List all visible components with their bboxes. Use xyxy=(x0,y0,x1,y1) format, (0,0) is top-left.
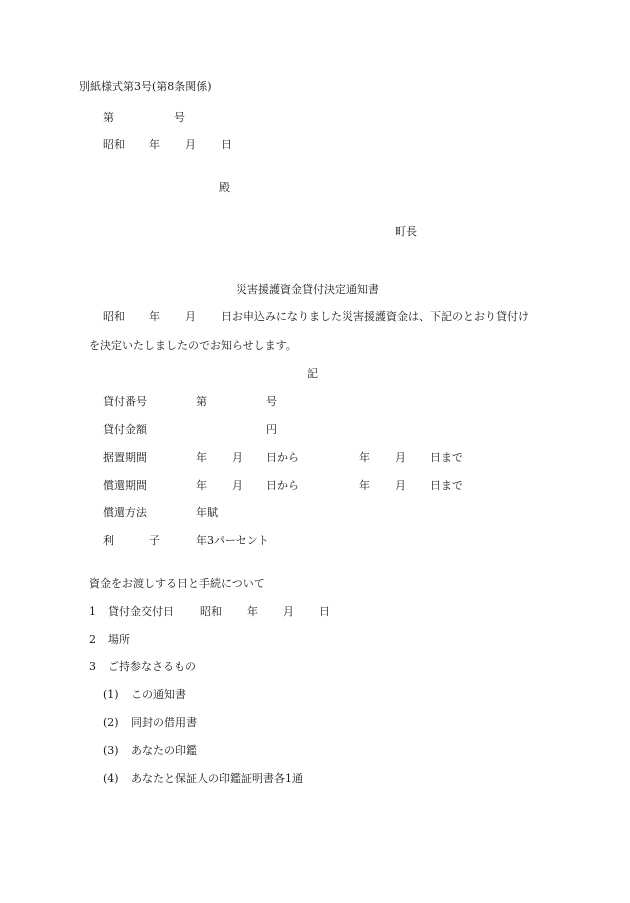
repayment-period-day-from: 日から xyxy=(266,479,299,492)
date-year: 年 xyxy=(149,138,160,151)
procedure-item3-label: ご持参なさるもの xyxy=(108,660,196,673)
doc-number-go: 号 xyxy=(174,111,185,124)
procedure-item2-num: 2 xyxy=(89,633,96,646)
interest-value: 年3パーセント xyxy=(196,534,269,547)
loan-amount-yen: 円 xyxy=(266,423,277,436)
repayment-period-day-until: 日まで xyxy=(430,479,463,492)
date-day: 日 xyxy=(221,138,232,151)
subitem-4-text: あなたと保証人の印鑑証明書各1通 xyxy=(131,772,303,785)
document-title: 災害援護資金貸付決定通知書 xyxy=(236,283,379,296)
loan-amount-label: 貸付金額 xyxy=(103,423,147,436)
loan-number-label: 貸付番号 xyxy=(103,395,147,408)
repayment-method-value: 年賦 xyxy=(196,506,218,519)
repayment-method-label: 償還方法 xyxy=(103,506,147,519)
body-era: 昭和 xyxy=(103,310,125,323)
procedure-item1-month: 月 xyxy=(283,605,294,618)
loan-number-go: 号 xyxy=(266,395,277,408)
deferment-year1: 年 xyxy=(196,451,207,464)
body-line1-rest: 日お申込みになりました災害援護資金は、下記のとおり貸付け xyxy=(221,310,529,323)
procedure-item3-num: 3 xyxy=(89,660,96,673)
interest-label-ri: 利 xyxy=(103,534,114,547)
deferment-year2: 年 xyxy=(359,451,370,464)
repayment-period-year2: 年 xyxy=(359,479,370,492)
deferment-day-until: 日まで xyxy=(430,451,463,464)
body-year: 年 xyxy=(149,310,160,323)
subitem-2-text: 同封の借用書 xyxy=(131,716,197,729)
deferment-month2: 月 xyxy=(395,451,406,464)
repayment-period-month1: 月 xyxy=(232,479,243,492)
procedure-item2-label: 場所 xyxy=(108,633,130,646)
date-month: 月 xyxy=(185,138,196,151)
subitem-4-num: (4) xyxy=(103,772,119,785)
date-era: 昭和 xyxy=(103,138,125,151)
loan-number-dai: 第 xyxy=(196,395,207,408)
body-month: 月 xyxy=(185,310,196,323)
subitem-1-num: (1) xyxy=(103,688,119,701)
deferment-label: 据置期間 xyxy=(103,451,147,464)
addressee-suffix: 殿 xyxy=(219,181,230,194)
deferment-month1: 月 xyxy=(232,451,243,464)
ki-heading: 記 xyxy=(307,367,318,380)
body-line2: を決定いたしましたのでお知らせします。 xyxy=(89,339,297,352)
procedure-item1-num: 1 xyxy=(89,605,96,618)
repayment-period-year1: 年 xyxy=(196,479,207,492)
subitem-1-text: この通知書 xyxy=(131,688,186,701)
subitem-3-text: あなたの印鑑 xyxy=(131,744,197,757)
procedure-item1-era: 昭和 xyxy=(200,605,222,618)
form-label: 別紙様式第3号(第8条関係) xyxy=(79,80,212,93)
deferment-day-from: 日から xyxy=(266,451,299,464)
procedure-item1-day: 日 xyxy=(319,605,330,618)
repayment-period-month2: 月 xyxy=(395,479,406,492)
subitem-3-num: (3) xyxy=(103,744,119,757)
procedure-item1-year: 年 xyxy=(247,605,258,618)
subitem-2-num: (2) xyxy=(103,716,119,729)
issuer: 町長 xyxy=(395,225,417,238)
procedure-heading: 資金をお渡しする日と手続について xyxy=(89,577,265,590)
procedure-item1-label: 貸付金交付日 xyxy=(108,605,174,618)
interest-label-shi: 子 xyxy=(149,534,160,547)
repayment-period-label: 償還期間 xyxy=(103,479,147,492)
doc-number-dai: 第 xyxy=(103,111,114,124)
